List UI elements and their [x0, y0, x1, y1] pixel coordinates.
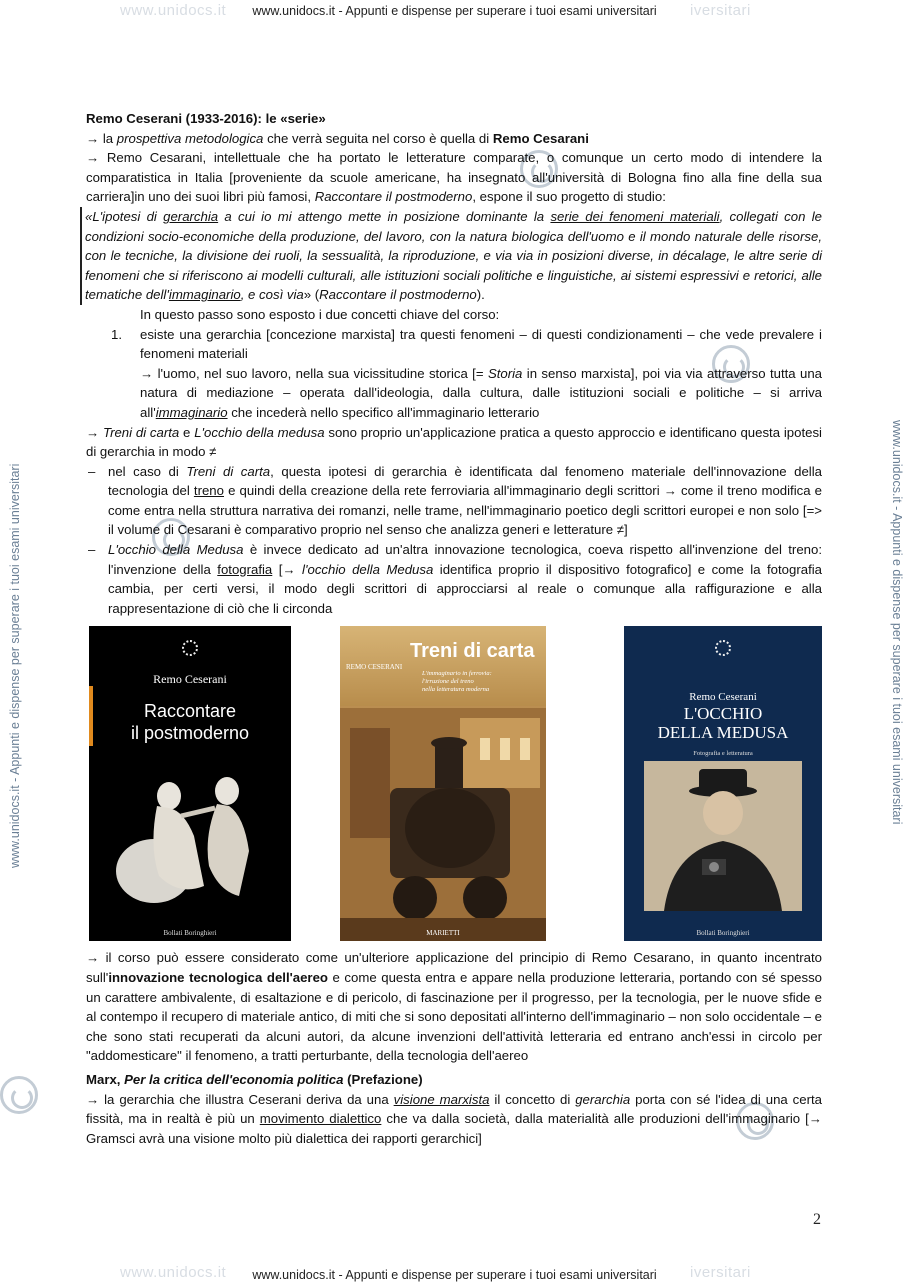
- ghost-watermark: www.unidocs.it: [120, 1264, 227, 1281]
- paragraph: → la prospettiva metodologica che verrà seguita nel corso è quella di Remo Cesarani: [86, 130, 589, 146]
- book-cover-occhio-della-medusa: Remo Ceserani L'OCCHIO DELLA MEDUSA Fotografia e letteratura Bollati Boringhieri: [624, 626, 822, 941]
- ghost-watermark: iversitari: [690, 2, 751, 19]
- paragraph: → la gerarchia che illustra Ceserani deriva da una visione marxista il concetto di gerarchia porta con sé l'idea di una certa fissità, ma in realtà è più un movimento dialettico che va dalla società, dalla materialità alle produzioni dell'immaginario [→ Gramsci avrà una visione molto più dialettica dei rapporti gerarchici]: [86, 1091, 823, 1146]
- paragraph: → il corso può essere considerato come un'ulteriore applicazione del principio di Remo Cesarano, in quanto incentrato sull'innovazione tecnologica dell'aereo e come questa entra e appare nella produzione letteraria, portando con sé spesso un carattere ambivalente, di esaltazione e di pericolo, di fascinazione per il progresso, per la tecnologia, per le nuove sfide e al contempo il recupero di materiale antico, di miti che si sono depositati all'interno dell'immaginario – non solo occidentale – e che sono stati recuperati da alcuni autori, da alcune invenzioni dell'attività letteraria ed entrano anch'essi in circolo per "addomesticare" il fenomeno, a tratti perturbante, della tecnologia dell'aereo: [86, 950, 823, 1064]
- locomotive-image: [340, 708, 546, 941]
- block-quote: «L'ipotesi di gerarchia a cui io mi attengo mette in posizione dominante la serie dei fenomeni materiali, collegati con le condizioni socio-economiche della produzione, del lavoro, con la natura biologica dell'uomo e il mondo naturale delle risorse, con le tecniche, la divisione dei ruoli, la sessualità, la riproduzione, e via via in posizioni diverse, in décalage, le altre serie di fenomeni che si riferiscono ai modelli culturali, alle istituzioni sociali politiche e linguistiche, ai sistemi espressivi e retorici, alle tematiche dell'immaginario, e così via» (Raccontare il postmoderno).: [80, 207, 822, 305]
- book-cover-treni-di-carta: REMO CESERANI Treni di carta L'immaginario in ferrovia: l'irruzione del treno nella letteratura moderna MARIETTI: [340, 626, 546, 941]
- watermark-footer: www.unidocs.it - Appunti e dispense per superare i tuoi esami universitari: [252, 1268, 657, 1282]
- book-cover-raccontare-il-postmoderno: Remo Ceserani Raccontare il postmoderno Bollati Boringhieri: [89, 626, 291, 941]
- page-number: 2: [813, 1211, 821, 1228]
- list-item: – L'occhio della Medusa è invece dedicato ad un'altra innovazione tecnologica, coeva rispetto all'invenzione del treno: l'invenzione della fotografia [→ l'occhio della Medusa identifica proprio il dispositivo fotografico] e come la fotografia cambia, per certi versi, il modo degli scrittori di approcciarsi al reale o comunque alla raffigurazione e alla rappresentazione di ciò che li circonda: [88, 542, 822, 616]
- ghost-watermark: www.unidocs.it: [120, 2, 227, 19]
- side-watermark-right: www.unidocs.it - Appunti e dispense per superare i tuoi esami universitari: [890, 420, 904, 825]
- photographer-image: [644, 761, 802, 911]
- book-covers: [86, 626, 822, 944]
- side-watermark-left: www.unidocs.it - Appunti e dispense per superare i tuoi esami universitari: [8, 463, 22, 868]
- paragraph: In questo passo sono esposto i due concetti chiave del corso:: [140, 306, 500, 322]
- section-title: Marx, Per la critica dell'economia politica (Prefazione): [86, 1072, 423, 1087]
- publisher-logo-icon: [182, 640, 198, 656]
- section-title: Remo Ceserani (1933-2016): le «serie»: [86, 111, 326, 126]
- paragraph: → Remo Cesarani, intellettuale che ha portato le letterature comparate, o comunque un certo modo di intendere la comparatistica in Italia [proveniente da scuole americane, ha insegnato all'università di Bologna fino alla fine della sua carriera]in uno dei suoi libri più famosi, Raccontare il postmoderno, espone il suo progetto di studio:: [86, 150, 822, 205]
- watermark-logo-icon: [0, 1076, 38, 1114]
- watermark-header: www.unidocs.it - Appunti e dispense per superare i tuoi esami universitari: [252, 4, 657, 18]
- publisher-logo-icon: [715, 640, 731, 656]
- list-item: 1. esiste una gerarchia [concezione marxista] tra questi fenomeni – di questi condizionamenti – che vede prevalere i fenomeni materiali → l'uomo, nel suo lavoro, nella sua vicissitudine storica [= Storia in senso marxista], poi via via attraverso tutta una natura di mediazione – operata dall'ideologia, dalla cultura, dalle istituzioni sociali e politiche – si arriva all'immaginario che incederà nello specifico all'immaginario letterario: [111, 326, 823, 420]
- sculpture-image: [109, 756, 279, 916]
- document-body: [86, 109, 822, 1148]
- ghost-watermark: iversitari: [690, 1264, 751, 1281]
- paragraph: → Treni di carta e L'occhio della medusa sono proprio un'applicazione pratica a questo approccio e identificano questa ipotesi di gerarchia in modo ≠: [86, 424, 822, 460]
- list-item: – nel caso di Treni di carta, questa ipotesi di gerarchia è identificata dal fenomeno materiale dell'innovazione della tecnologia del treno e quindi della creazione della rete ferroviaria all'immaginario degli scrittori → come il treno modifica e come entra nella struttura narrativa dei romanzi, nelle trame, nell'immaginario poetico degli scrittori europei e non solo [=> il volume di Cesarani è comparativo proprio nel senso che analizza generi e letterature ≠]: [88, 463, 822, 538]
